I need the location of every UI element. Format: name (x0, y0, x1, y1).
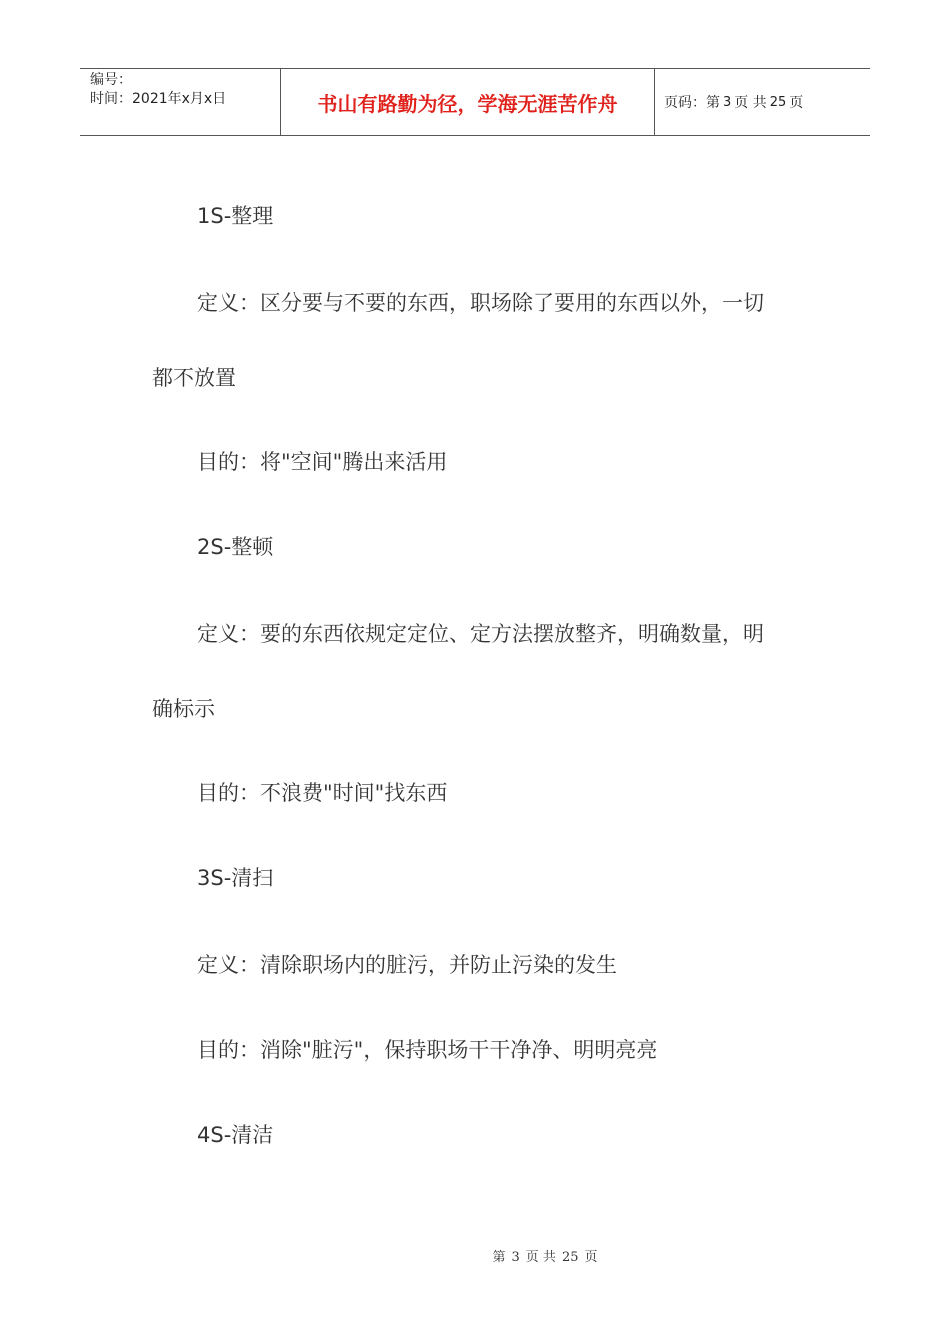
footer-middle: 页 共 (525, 1250, 556, 1265)
header-page-total: 25 (769, 94, 787, 110)
header-meta (80, 69, 281, 135)
section-heading-4s: 4S-清洁 (197, 1123, 274, 1147)
paragraph-line: 都不放置 (152, 366, 236, 390)
paragraph-line: 目的：不浪费"时间"找东西 (197, 781, 448, 805)
header-page-prefix: 页码：第 (664, 95, 720, 111)
header-page-info (655, 69, 870, 135)
footer-suffix: 页 (584, 1250, 598, 1265)
paragraph-line: 目的：将"空间"腾出来活用 (197, 450, 448, 474)
section-heading-3s: 3S-清扫 (197, 866, 274, 890)
header-page-suffix: 页 (789, 95, 804, 111)
doc-time-label: 时间：2021年x月x日 (90, 91, 227, 107)
footer-current: 3 (511, 1250, 520, 1265)
header-page-middle: 页 共 (734, 95, 767, 111)
page-footer (0, 1246, 950, 1265)
paragraph-line: 定义：区分要与不要的东西，职场除了要用的东西以外，一切 (197, 291, 764, 315)
footer-prefix: 第 (492, 1250, 506, 1265)
header-motto: 书山有路勤为径，学海无涯苦作舟 (281, 69, 655, 135)
header-page-current: 3 (723, 94, 732, 110)
section-heading-2s: 2S-整顿 (197, 535, 274, 559)
page-header (80, 68, 870, 136)
paragraph-line: 确标示 (152, 697, 215, 721)
footer-total: 25 (561, 1250, 579, 1265)
section-heading-1s: 1S-整理 (197, 204, 274, 228)
paragraph-line: 定义：清除职场内的脏污，并防止污染的发生 (197, 953, 617, 977)
paragraph-line: 定义：要的东西依规定定位、定方法摆放整齐，明确数量，明 (197, 622, 764, 646)
paragraph-line: 目的：消除"脏污"，保持职场干干净净、明明亮亮 (197, 1038, 658, 1062)
doc-number-label: 编号： (90, 72, 132, 88)
